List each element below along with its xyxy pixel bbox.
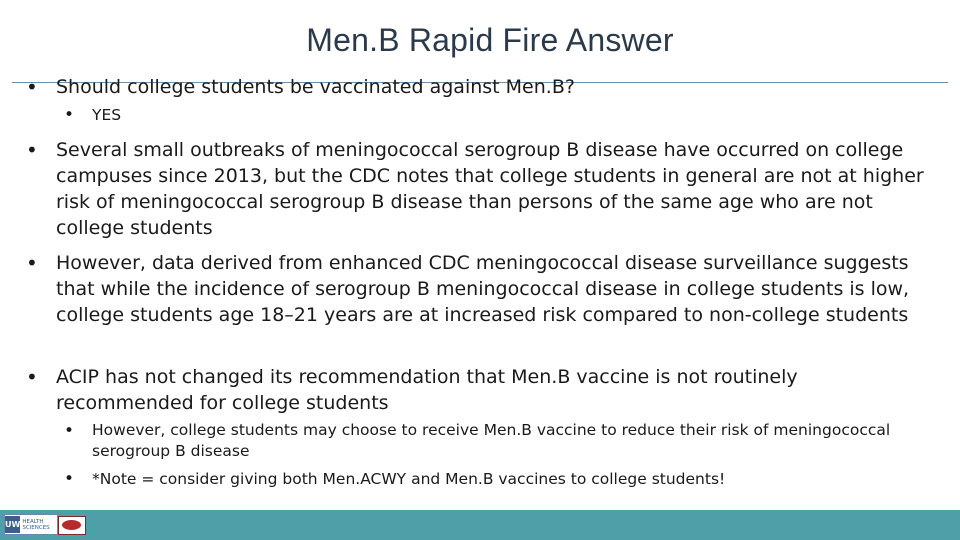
bullet-item: Several small outbreaks of meningococcal serogroup B disease have occurred on college campuses since 2013, but the CDC notes that college students in general are not at higher risk of meningococcal serogroup B disease than persons of the same age who are not college students [56, 139, 924, 239]
partner-logo-emblem [62, 520, 81, 530]
sub-bullet-dot: • [64, 105, 75, 125]
bullet-dot: • [26, 75, 38, 99]
bullet-item: However, data derived from enhanced CDC meningococcal disease surveillance suggests that while the incidence of serogroup B meningococcal disease in college students is low, college students age 18–21 years are at increased risk compared to non-college students [56, 252, 910, 326]
bullet-dot: • [26, 251, 38, 275]
logo-mark: UW [5, 516, 20, 533]
sub-bullet-item: However, college students may choose to receive Men.B vaccine to reduce their risk of meningococcal serogroup B disease [92, 421, 891, 460]
sub-bullet-item: *Note = consider giving both Men.ACWY and Men.B vaccines to college students! [92, 470, 726, 488]
logo-text: HEALTH SCIENCES [22, 518, 50, 531]
bullet-dot: • [26, 365, 38, 389]
bullet-item: ACIP has not changed its recommendation that Men.B vaccine is not routinely recommended for college students [56, 366, 798, 414]
bullet-item: Should college students be vaccinated against Men.B? [56, 76, 575, 98]
sub-bullet-dot: • [64, 421, 75, 441]
footer-bar [0, 510, 960, 540]
bullet-dot: • [26, 138, 38, 162]
health-sciences-logo [4, 514, 58, 535]
slide-title: Men.B Rapid Fire Answer [306, 22, 674, 58]
partner-logo [58, 516, 86, 535]
sub-bullet-dot: • [64, 469, 75, 489]
sub-bullet-item: YES [92, 106, 122, 124]
